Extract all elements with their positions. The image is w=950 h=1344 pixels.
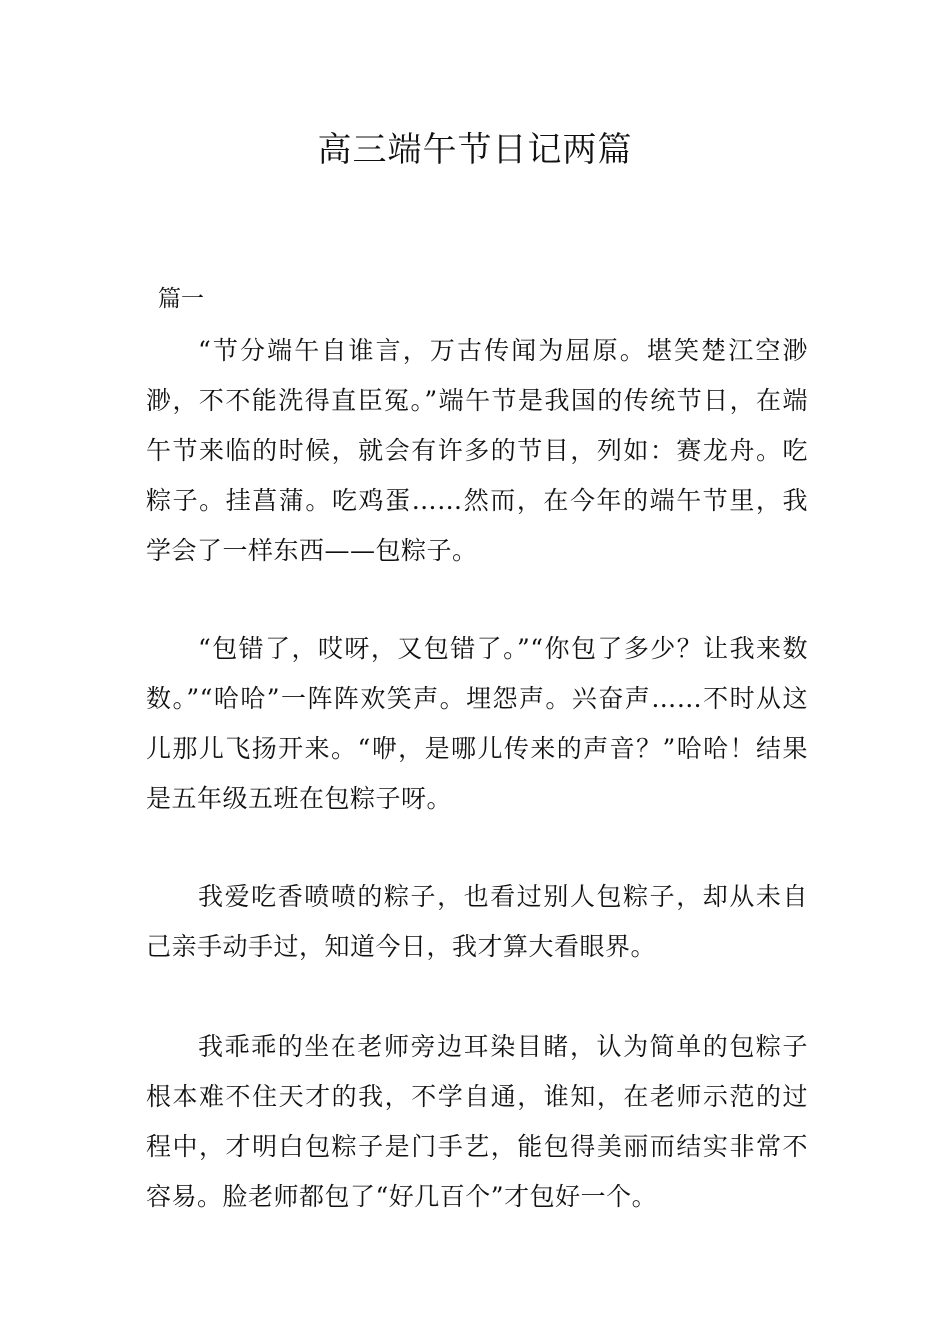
section-label: 篇一 — [158, 286, 204, 312]
paragraph-2: “包错了，哎呀，又包错了。”“你包了多少？让我来数数。”“哈哈”一阵阵欢笑声。埋怨声。兴奋声……不时从这儿那儿飞扬开来。“咿，是哪儿传来的声音？”哈哈！结果是五年级五班在包粽子呀。 — [146, 634, 808, 813]
paragraph-1: “节分端午自谁言，万古传闻为屈原。堪笑楚江空渺渺，不不能洗得直臣冤。”端午节是我国的传统节日，在端午节来临的时候，就会有许多的节目，列如：赛龙舟。吃粽子。挂菖蒲。吃鸡蛋……然而，在今年的端午节里，我学会了一样东西——包粽子。 — [146, 336, 808, 565]
paragraph-3: 我爱吃香喷喷的粽子，也看过别人包粽子，却从未自己亲手动手过，知道今日，我才算大看眼界。 — [146, 882, 808, 961]
page-title: 高三端午节日记两篇 — [317, 130, 633, 170]
paragraph-4: 我乖乖的坐在老师旁边耳染目睹，认为简单的包粽子根本难不住天才的我，不学自通，谁知，在老师示范的过程中，才明白包粽子是门手艺，能包得美丽而结实非常不容易。脸老师都包了“好几百个”才包好一个。 — [146, 1032, 808, 1211]
